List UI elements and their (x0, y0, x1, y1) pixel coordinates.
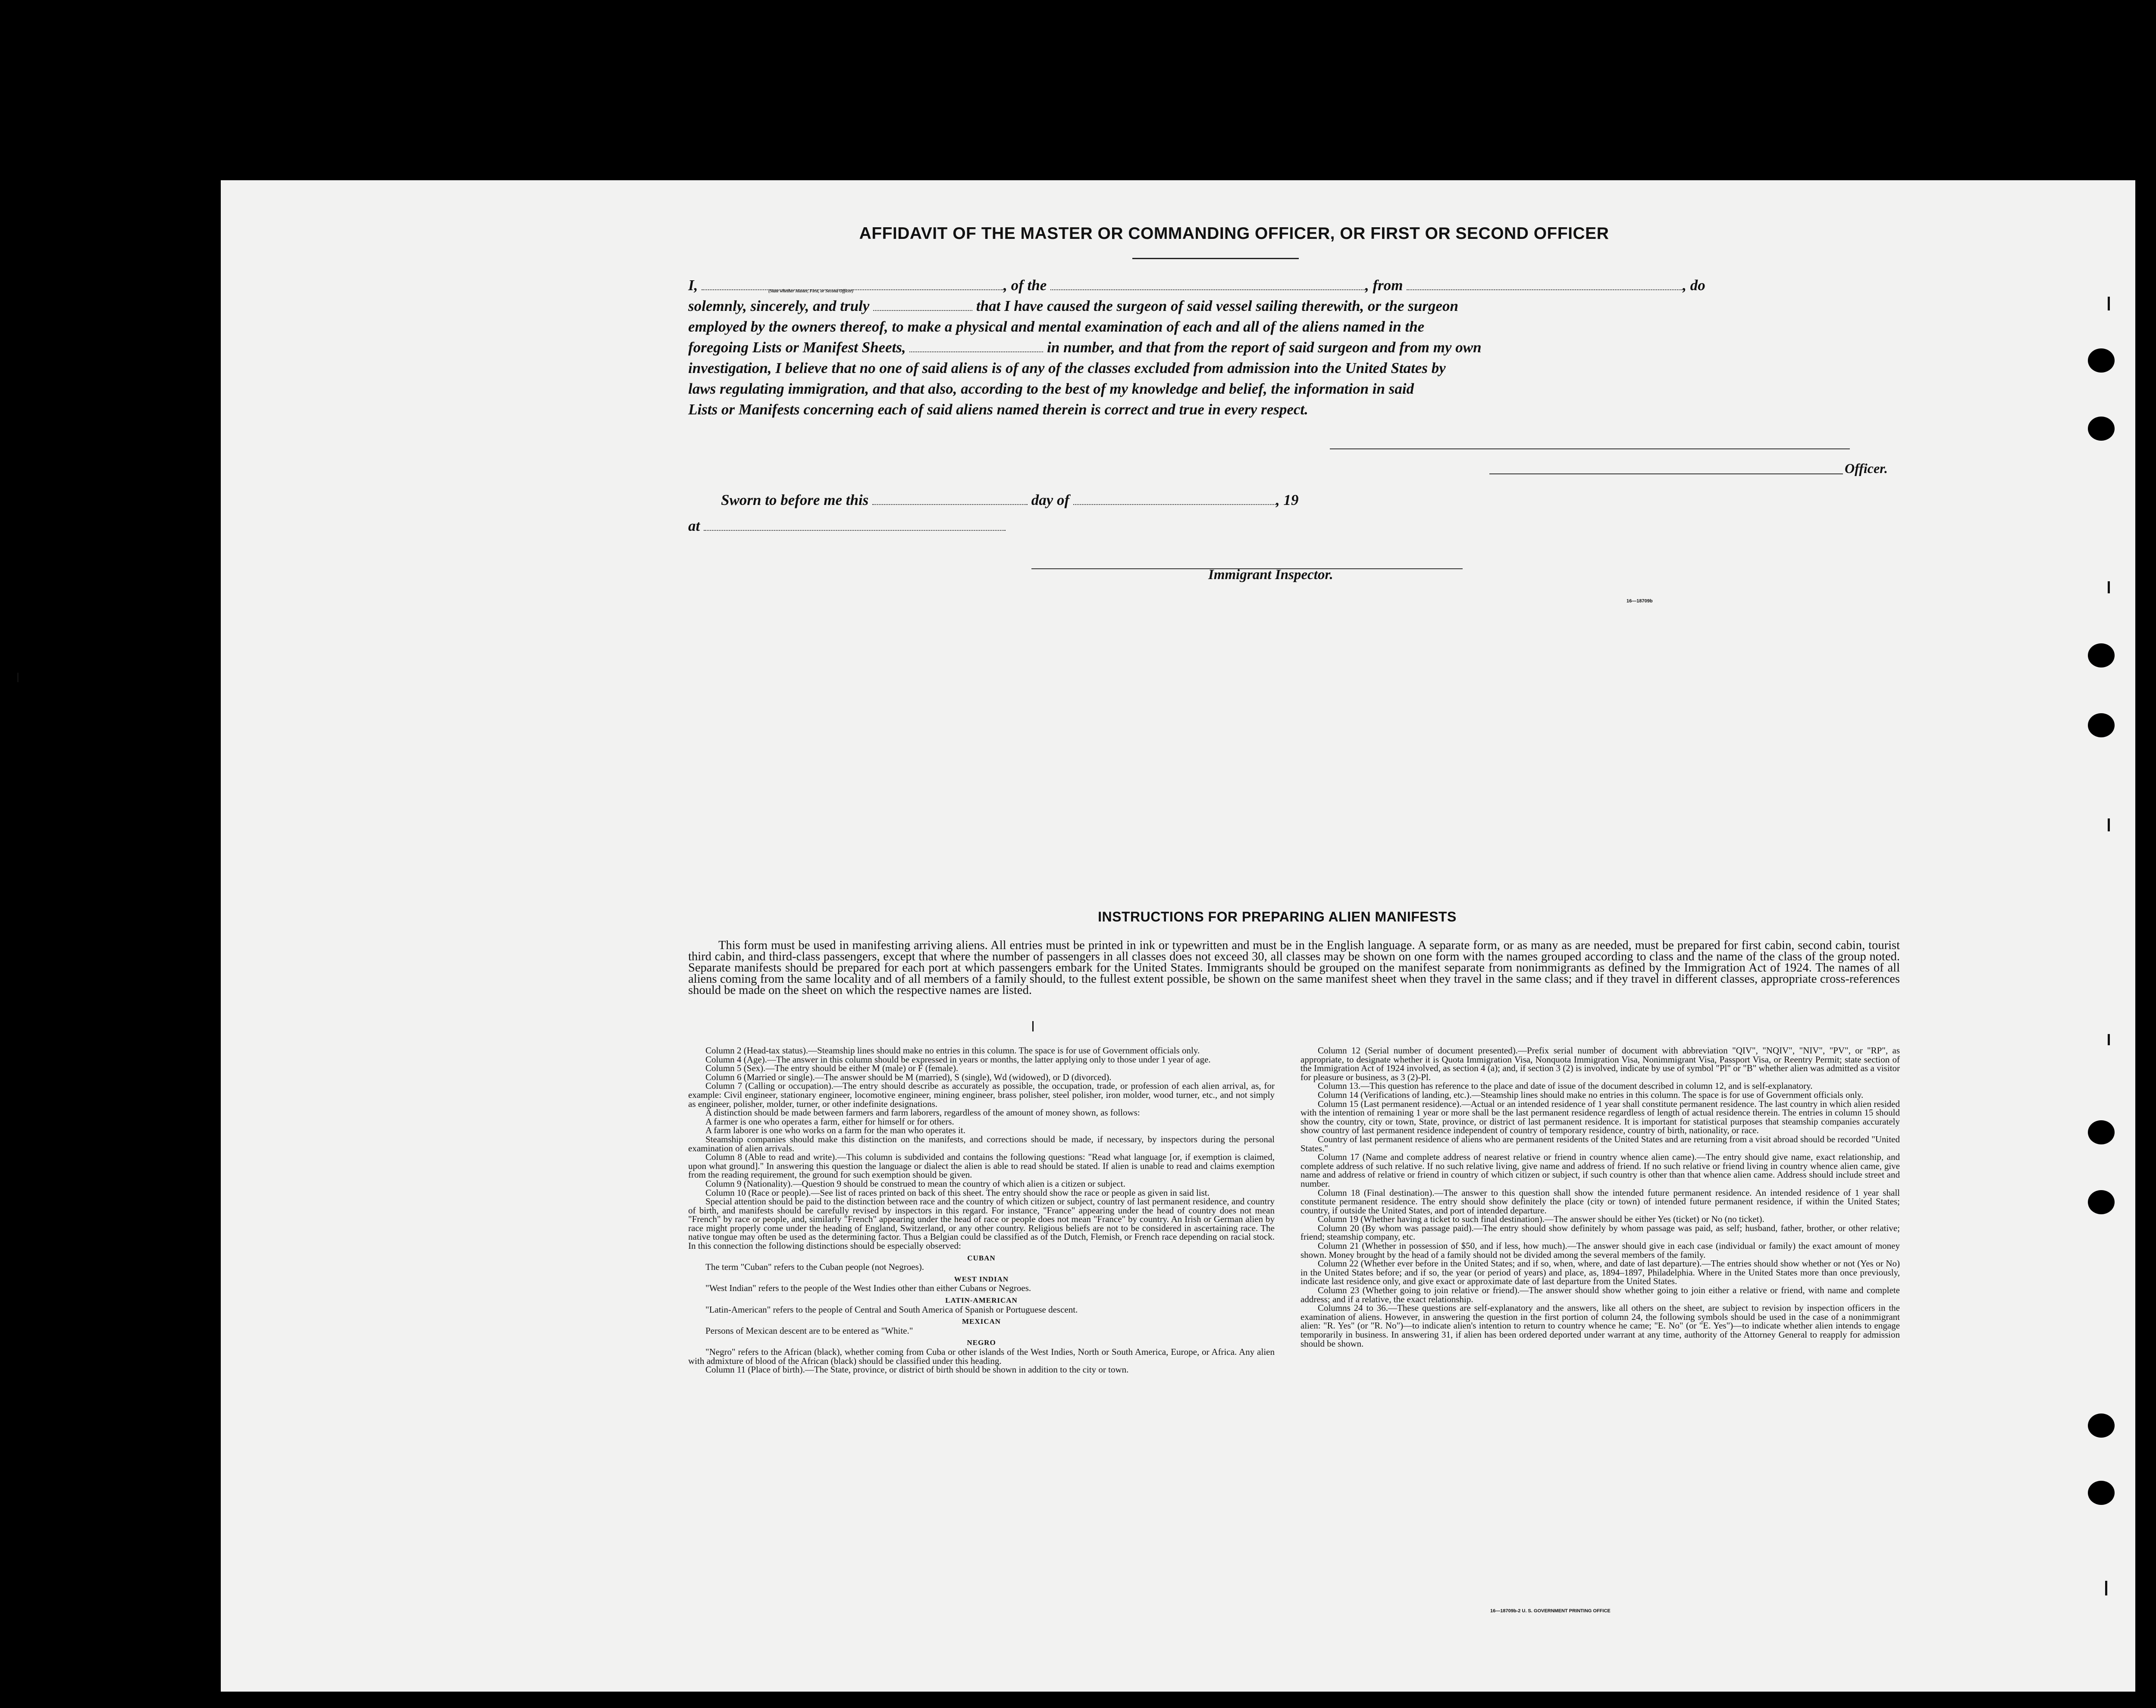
instruction-paragraph: Special attention should be paid to the distinction between race and the country of which citizen or subject, country of last permanent residence, and country of birth, and manifests should be carefully revised by inspectors in this regard. For instance, "France" appearing under the head of country does not mean "French" by race or people, and, similarly "French" appearing under the head of race or people does not mean "France" by country. An Irish or German alien by race might properly come under the heading of England, Switzerland, or any other country. Religious beliefs are not to be considered in ascertaining race. The native tongue may often be used as the determining factor. Thus a Belgian could be classified as of the Dutch, Flemish, or French race depending on racial stock. In this connection the following distinctions should be especially observed: (688, 1196, 1275, 1251)
day-of-text: day of (1031, 492, 1070, 508)
instruction-paragraph: Column 13.—This question has reference to the place and date of issue of the document described in column 12, and is self-explanatory. (1318, 1081, 1813, 1091)
edge-mark (2108, 1034, 2110, 1045)
sworn-line (721, 492, 1298, 509)
cuban-text: The term "Cuban" refers to the Cuban people (not Negroes). (705, 1262, 924, 1272)
affidavit-surgeon-text: that I have caused the surgeon of said vessel sailing therewith, or the surgeon (976, 298, 1458, 314)
edge-mark (2108, 581, 2110, 593)
form-number: 16—18709b (1626, 599, 1653, 604)
instruction-paragraph: Column 10 (Race or people).—See list of races printed on back of this sheet. The entry should show the race or people as given in said list. (705, 1187, 1210, 1198)
instruction-paragraph: Column 2 (Head-tax status).—Steamship lines should make no entries in this column. The space is for use of Government officials only. (705, 1045, 1200, 1056)
affidavit-body (688, 275, 1913, 420)
instruction-paragraph: Column 7 (Calling or occupation).—The entry should describe as accurately as possible, the occupation, trade, or profession of each alien arrival, as, for example: Civil engineer, stationary engineer, locomotive engineer, mining engineer, brass polisher, steel polisher, iron molder, wood turner, etc., and not simply as engineer, polisher, molder, turner, or other indefinite designations. (688, 1081, 1275, 1109)
punch-hole (2088, 643, 2115, 668)
instruction-paragraph: Steamship companies should make this distinction on the manifests, and corrections should be made, if necessary, by inspectors during the personal examination of alien arrivals. (688, 1134, 1275, 1153)
officer-line (1489, 473, 1843, 474)
affidavit-line-6: laws regulating immigration, and that also, according to the best of my knowledge and belief, the information in said (688, 380, 1414, 397)
punch-hole (2088, 1190, 2115, 1214)
affidavit-of-the: , of the (1003, 277, 1047, 294)
inspector-label: Immigrant Inspector. (1208, 567, 1333, 583)
instruction-paragraph: Column 18 (Final destination).—The answer to this question shall show the intended future permanent residence. An intended residence of 1 year shall constitute permanent residence. The entry should show definitely the place (city or town) of intended future permanent residence, if within the United States; country, if outside the United States, and port of intended departure. (1300, 1187, 1900, 1216)
instruction-paragraph: Column 20 (By whom was passage paid).—The entry should show definitely by whom passage was paid, as self; husband, father, brother, or other relative; friend; steamship company, etc. (1300, 1222, 1900, 1242)
place-blank (704, 527, 1006, 531)
affidavit-i: I, (688, 277, 698, 294)
affidavit-report-text: in number, and that from the report of said surgeon and from my own (1047, 339, 1482, 356)
at-text: at (688, 517, 700, 534)
officer-rank-note: (State whether Master, First, or Second Officer) (768, 289, 854, 294)
affidavit-line-4 (688, 337, 1913, 358)
instruction-paragraph: Column 17 (Name and complete address of nearest relative or friend in country whence alien came).—The entry should give name, exact relationship, and complete address of such relative. If no such relative living, give name and address of friend. If no such relative or friend living in country whence alien came, give name and address of relative or friend in country of which citizen or subject, if such country is other than that whence alien came. Address should include street and number. (1300, 1152, 1900, 1189)
vessel-blank (1050, 286, 1365, 290)
affidavit-from: , from (1365, 277, 1403, 294)
instruction-paragraph: Column 15 (Last permanent residence).—Actual or an intended residence of 1 year shall constitute permanent residence. The last country in which alien resided with the intention of remaining 1 year or more shall be the last permanent residence regardless of length of actual residence therein. The entries in column 15 should show the country, city or town, State, province, or district of last permanent residence. It is important for statistical purposes that steamship companies accurately show country of last permanent residence independent of country of temporary residence, country of birth, nationality, or race. (1300, 1098, 1900, 1136)
negro-heading: NEGRO (967, 1338, 996, 1347)
punch-hole (2088, 1413, 2115, 1438)
instruction-paragraph: Column 4 (Age).—The answer in this column should be expressed in years or months, the latter applying only to those under 1 year of age. (705, 1054, 1211, 1065)
instruction-paragraph: Column 22 (Whether ever before in the United States; and if so, when, where, and date of last departure).—The entries should show whether or not (Yes or No) in the United States before; and if so, the year (or period of years) and place, as, 1894–1897, Philadelphia. Where in the United States more than once previously, indicate last residence only, and give exact or approximate date of last departure from the United States. (1300, 1258, 1900, 1287)
west-indian-heading: WEST INDIAN (954, 1275, 1009, 1283)
port-blank (1407, 286, 1683, 290)
instruction-paragraph: A farm laborer is one who works on a farm for the man who operates it. (705, 1125, 965, 1136)
punch-hole (2088, 417, 2115, 441)
punch-hole (2088, 1481, 2115, 1505)
affidavit-line-5: investigation, I believe that no one of said aliens is of any of the classes excluded from admission into the United States by (688, 360, 1446, 376)
instructions-title: INSTRUCTIONS FOR PREPARING ALIEN MANIFESTS (1098, 909, 1457, 925)
instruction-paragraph: Column 21 (Whether in possession of $50, and if less, how much).—The answer should give in each case (individual or family) the exact amount of money shown. Money brought by the head of a family should not be divided among the several members of the family. (1300, 1241, 1900, 1260)
month-blank (1073, 501, 1276, 505)
affidavit-manifest-sheets: foregoing Lists or Manifest Sheets, (688, 339, 906, 356)
edge-mark (2108, 818, 2110, 831)
cuban-heading: CUBAN (967, 1254, 996, 1262)
affidavit-solemnly: solemnly, sincerely, and truly (688, 298, 870, 314)
instruction-paragraph: Column 5 (Sex).—The entry should be either M (male) or F (female). (705, 1063, 959, 1074)
title-rule (1132, 258, 1299, 259)
instructions-right-column (1300, 1046, 1900, 1348)
mexican-text: Persons of Mexican descent are to be entered as "White." (705, 1325, 913, 1336)
affidavit-do: , do (1683, 277, 1705, 294)
center-mark (1032, 1021, 1034, 1031)
instruction-paragraph: Columns 24 to 36.—These questions are self-explanatory and the answers, like all others on the sheet, are subject to revision by inspection officers in the examination of aliens. However, in answering the question in the first portion of column 24, the following symbols should be used in the case of a nonimmigrant alien: "R. Yes" (or "R. No")—to indicate alien's intention to return to country whence he came; "E. No" (or "E. Yes")—to indicate whether alien intends to engage temporarily in business. In answering 31, if alien has been ordered deported under warrant at any time, authority of the Attorney General to reapply for admission should be shown. (1300, 1303, 1900, 1349)
officer-label: Officer. (1845, 461, 1888, 476)
edge-mark (2105, 1581, 2107, 1595)
mexican-heading: MEXICAN (962, 1317, 1001, 1326)
instruction-paragraph: Column 6 (Married or single).—The answer should be M (married), S (single), Wd (widowed), or D (divorced). (705, 1072, 1112, 1082)
instruction-paragraph: A farmer is one who operates a farm, either for himself or for others. (705, 1116, 954, 1127)
instruction-paragraph: Column 12 (Serial number of document presented).—Prefix serial number of document with abbreviation "QIV", "NQIV", "NIV", "PV", or "RP", as appropriate, to designate whether it is Quota Immigration Visa, Nonquota Immigration Visa, Nonimmigrant Visa, Passport Visa, or Reentry Permit; state section of the Immigration Act of 1924 involved, as section 4 (a); and, if section 3 (2) is involved, indicate by use of symbol "Pl" or "B" whether alien was admitted as a visitor for pleasure or business, as 3 (2)-Pl. (1300, 1045, 1900, 1082)
instructions-left-column (688, 1046, 1275, 1374)
instruction-paragraph: Column 9 (Nationality).—Question 9 should be construed to mean the country of which alien is a citizen or subject. (705, 1178, 1125, 1189)
column-11-text: Column 11 (Place of birth).—The State, province, or district of birth should be shown in addition to the city or town. (705, 1364, 1129, 1375)
number-blank (909, 348, 1043, 352)
latin-american-heading: LATIN-AMERICAN (945, 1296, 1018, 1305)
affidavit-title: AFFIDAVIT OF THE MASTER OR COMMANDING OFFICER, OR FIRST OR SECOND OFFICER (859, 224, 1609, 243)
title-blank (873, 307, 972, 311)
punch-hole (2088, 1120, 2115, 1144)
affidavit-line-2 (688, 296, 1913, 317)
negro-text: "Negro" refers to the African (black), whether coming from Cuba or other islands of the West Indies, North or South America, Europe, or Africa. Any alien with admixture of blood of the African (black) should be classified under this heading. (688, 1347, 1275, 1366)
instruction-paragraph: Country of last permanent residence of aliens who are permanent residents of the United States and are returning from a visit abroad should be recorded "United States." (1300, 1134, 1900, 1153)
west-indian-text: "West Indian" refers to the people of the West Indies other than either Cubans or Negroes. (705, 1283, 1031, 1294)
printing-office-footer: 16—18709b-2 U. S. GOVERNMENT PRINTING OFFICE (1490, 1608, 1611, 1614)
latin-american-text: "Latin-American" refers to the people of Central and South America of Spanish or Portuguese descent. (705, 1304, 1078, 1315)
year-prefix: , 19 (1275, 492, 1299, 508)
document-sheet (221, 180, 2135, 1692)
signature-line (1330, 448, 1850, 449)
affidavit-line-7: Lists or Manifests concerning each of said aliens named therein is correct and true in every respect. (688, 401, 1308, 418)
instruction-paragraph: Column 14 (Verifications of landing, etc.).—Steamship lines should make no entries in this column. The space is for use of Government officials only. (1318, 1089, 1864, 1100)
instruction-paragraph: Column 8 (Able to read and write).—This column is subdivided and contains the following questions: "Read what language [or, if exemption is claimed, upon what ground]." In answering this question the language or dialect the alien is able to read should be stated. If alien is unable to read and claims exemption from the reading requirement, the ground for such exemption should be given. (688, 1152, 1275, 1180)
punch-hole (2088, 348, 2115, 373)
affidavit-line-3: employed by the owners thereof, to make a physical and mental examination of each and all of the aliens named in the (688, 318, 1425, 335)
instruction-paragraph: A distinction should be made between farmers and farm laborers, regardless of the amount of money shown, as follows: (705, 1107, 1140, 1118)
instruction-paragraph: Column 23 (Whether going to join relative or friend).—The answer should show whether going to join either a relative or friend, with name and complete address; and if a relative, the exact relationship. (1300, 1285, 1900, 1304)
margin-mark (17, 673, 19, 682)
sworn-text: Sworn to before me this (721, 492, 869, 508)
instructions-intro: This form must be used in manifesting arriving aliens. All entries must be printed in ink or typewritten and must be in the English language. A separate form, or as many as are needed, must be prepared for first cabin, second cabin, tourist third cabin, and third-class passengers, except that where the number of passengers in all classes does not exceed 30, all classes may be shown on one form with the names grouped according to class and the name of the class of the group noted. Separate manifests should be prepared for each port at which passengers embark for the United States. Immigrants should be grouped on the manifest separate from nonimmigrants as defined by the Immigration Act of 1924. The names of all aliens coming from the same locality and of all members of a family should, to the fullest extent possible, be shown on the same manifest sheet when they travel in the same class; and if they travel in different classes, appropriate cross-references should be made on the sheet on which the respective names are listed. (688, 939, 1900, 997)
punch-hole (2088, 713, 2115, 737)
affidavit-line-1 (688, 275, 1913, 296)
edge-mark (2108, 297, 2110, 310)
day-blank (872, 501, 1028, 505)
place-line (688, 517, 1006, 535)
instruction-paragraph: Column 19 (Whether having a ticket to such final destination).—The answer should be either Yes (ticket) or No (no ticket). (1318, 1214, 1764, 1225)
